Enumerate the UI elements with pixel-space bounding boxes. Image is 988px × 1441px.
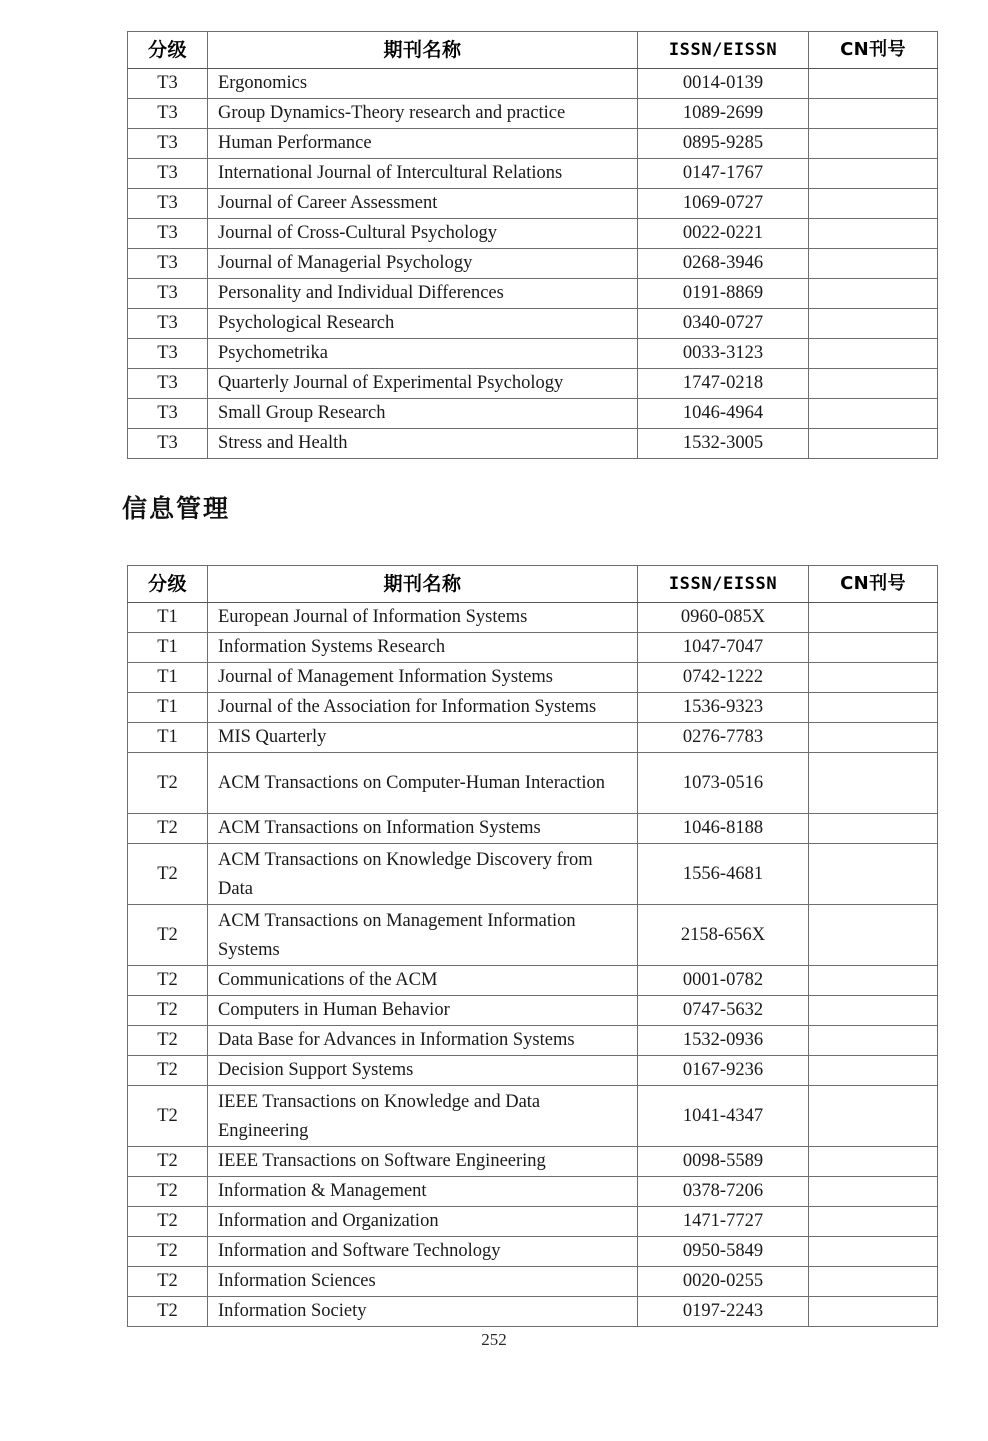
cell-issn: 1471-7727 — [638, 1207, 809, 1237]
table-row — [128, 99, 938, 129]
journal-table-information-management — [127, 565, 938, 1327]
column-header-issn: ISSN/EISSN — [638, 32, 809, 69]
cell-journal-name: Psychometrika — [208, 339, 638, 369]
header-row — [128, 32, 938, 69]
cell-rank: T3 — [128, 429, 208, 459]
table-row — [128, 1056, 938, 1086]
cell-rank: T1 — [128, 663, 208, 693]
cell-issn: 0742-1222 — [638, 663, 809, 693]
cell-journal-name: European Journal of Information Systems — [208, 603, 638, 633]
cell-cn — [809, 159, 938, 189]
cell-cn — [809, 279, 938, 309]
table-row — [128, 429, 938, 459]
cell-rank: T2 — [128, 844, 208, 905]
cell-issn: 1069-0727 — [638, 189, 809, 219]
cell-issn: 0960-085X — [638, 603, 809, 633]
cell-journal-name: Psychological Research — [208, 309, 638, 339]
cell-cn — [809, 339, 938, 369]
cell-cn — [809, 723, 938, 753]
cell-journal-name: Computers in Human Behavior — [208, 996, 638, 1026]
cell-rank: T2 — [128, 966, 208, 996]
cell-journal-name: Human Performance — [208, 129, 638, 159]
cell-issn: 0191-8869 — [638, 279, 809, 309]
cell-issn: 1073-0516 — [638, 753, 809, 814]
table-row — [128, 1207, 938, 1237]
table-row — [128, 603, 938, 633]
cell-journal-name: Small Group Research — [208, 399, 638, 429]
cell-cn — [809, 399, 938, 429]
table-row — [128, 966, 938, 996]
cell-journal-name: Information and Software Technology — [208, 1237, 638, 1267]
table-header — [128, 566, 938, 603]
table-row — [128, 693, 938, 723]
cell-rank: T3 — [128, 339, 208, 369]
cell-journal-name: ACM Transactions on Information Systems — [208, 814, 638, 844]
table-row — [128, 1267, 938, 1297]
cell-rank: T3 — [128, 399, 208, 429]
cell-cn — [809, 189, 938, 219]
cell-rank: T3 — [128, 99, 208, 129]
cell-cn — [809, 249, 938, 279]
cell-journal-name: Journal of Cross-Cultural Psychology — [208, 219, 638, 249]
table-row — [128, 1147, 938, 1177]
table-row — [128, 279, 938, 309]
table-row — [128, 219, 938, 249]
cell-journal-name: Information and Organization — [208, 1207, 638, 1237]
cell-journal-name: Information Systems Research — [208, 633, 638, 663]
table-row — [128, 753, 938, 814]
cell-rank: T2 — [128, 753, 208, 814]
cell-issn: 0747-5632 — [638, 996, 809, 1026]
table-row — [128, 1237, 938, 1267]
cell-cn — [809, 693, 938, 723]
cell-journal-name: International Journal of Intercultural Relations — [208, 159, 638, 189]
column-header-issn: ISSN/EISSN — [638, 566, 809, 603]
page-number: 252 — [481, 1330, 507, 1349]
cell-journal-name: Communications of the ACM — [208, 966, 638, 996]
column-header-journal-name: 期刊名称 — [208, 566, 638, 603]
table-row — [128, 69, 938, 99]
cell-journal-name: Group Dynamics-Theory research and practice — [208, 99, 638, 129]
cell-journal-name: ACM Transactions on Knowledge Discovery from Data — [208, 844, 638, 905]
cell-issn: 0276-7783 — [638, 723, 809, 753]
cell-journal-name: ACM Transactions on Computer-Human Interaction — [208, 753, 638, 814]
cell-rank: T3 — [128, 69, 208, 99]
table-row — [128, 633, 938, 663]
cell-cn — [809, 1267, 938, 1297]
table-row — [128, 1297, 938, 1327]
cell-journal-name: ACM Transactions on Management Information Systems — [208, 905, 638, 966]
cell-cn — [809, 1086, 938, 1147]
cell-journal-name: Information Society — [208, 1297, 638, 1327]
cell-cn — [809, 129, 938, 159]
cell-cn — [809, 814, 938, 844]
cell-cn — [809, 633, 938, 663]
cell-rank: T3 — [128, 129, 208, 159]
cell-journal-name: Quarterly Journal of Experimental Psychology — [208, 369, 638, 399]
table-body — [128, 603, 938, 1327]
cell-journal-name: Information Sciences — [208, 1267, 638, 1297]
cell-cn — [809, 1056, 938, 1086]
cell-issn: 0167-9236 — [638, 1056, 809, 1086]
cell-rank: T2 — [128, 1056, 208, 1086]
cell-issn: 1532-3005 — [638, 429, 809, 459]
cell-issn: 0950-5849 — [638, 1237, 809, 1267]
table-row — [128, 369, 938, 399]
cell-issn: 1747-0218 — [638, 369, 809, 399]
journal-table-psychology — [127, 31, 938, 459]
cell-issn: 1047-7047 — [638, 633, 809, 663]
cell-rank: T1 — [128, 723, 208, 753]
cell-rank: T3 — [128, 249, 208, 279]
cell-cn — [809, 603, 938, 633]
cell-journal-name: Journal of the Association for Information Systems — [208, 693, 638, 723]
cell-rank: T2 — [128, 1086, 208, 1147]
cell-cn — [809, 966, 938, 996]
section-heading-information-management: 信息管理 — [122, 494, 231, 523]
cell-cn — [809, 844, 938, 905]
cell-issn: 1089-2699 — [638, 99, 809, 129]
column-header-rank: 分级 — [128, 566, 208, 603]
column-header-rank: 分级 — [128, 32, 208, 69]
cell-issn: 1532-0936 — [638, 1026, 809, 1056]
cell-cn — [809, 1177, 938, 1207]
cell-issn: 0895-9285 — [638, 129, 809, 159]
cell-journal-name: MIS Quarterly — [208, 723, 638, 753]
cell-issn: 0268-3946 — [638, 249, 809, 279]
table-row — [128, 723, 938, 753]
cell-issn: 0022-0221 — [638, 219, 809, 249]
table-row — [128, 339, 938, 369]
cell-issn: 0020-0255 — [638, 1267, 809, 1297]
cell-cn — [809, 1207, 938, 1237]
cell-cn — [809, 905, 938, 966]
table-row — [128, 814, 938, 844]
column-header-cn: CN刊号 — [809, 32, 938, 69]
cell-rank: T3 — [128, 159, 208, 189]
table-row — [128, 249, 938, 279]
table-row — [128, 309, 938, 339]
cell-rank: T3 — [128, 369, 208, 399]
cell-rank: T3 — [128, 279, 208, 309]
cell-rank: T1 — [128, 693, 208, 723]
cell-rank: T3 — [128, 219, 208, 249]
cell-journal-name: Journal of Career Assessment — [208, 189, 638, 219]
table-row — [128, 1177, 938, 1207]
cell-rank: T2 — [128, 1267, 208, 1297]
cell-issn: 0001-0782 — [638, 966, 809, 996]
cell-journal-name: Journal of Management Information Systems — [208, 663, 638, 693]
cell-issn: 0197-2243 — [638, 1297, 809, 1327]
cell-cn — [809, 1237, 938, 1267]
cell-cn — [809, 1026, 938, 1056]
cell-rank: T2 — [128, 1147, 208, 1177]
cell-issn: 1046-8188 — [638, 814, 809, 844]
cell-journal-name: Information & Management — [208, 1177, 638, 1207]
table-header — [128, 32, 938, 69]
cell-cn — [809, 996, 938, 1026]
cell-rank: T3 — [128, 309, 208, 339]
cell-issn: 0147-1767 — [638, 159, 809, 189]
table-row — [128, 1086, 938, 1147]
cell-cn — [809, 99, 938, 129]
column-header-journal-name: 期刊名称 — [208, 32, 638, 69]
cell-issn: 0098-5589 — [638, 1147, 809, 1177]
cell-issn: 0014-0139 — [638, 69, 809, 99]
cell-issn: 1536-9323 — [638, 693, 809, 723]
table-row — [128, 844, 938, 905]
cell-cn — [809, 753, 938, 814]
cell-issn: 1041-4347 — [638, 1086, 809, 1147]
table-row — [128, 996, 938, 1026]
cell-rank: T1 — [128, 603, 208, 633]
table-row — [128, 129, 938, 159]
cell-cn — [809, 69, 938, 99]
cell-rank: T2 — [128, 1237, 208, 1267]
cell-rank: T2 — [128, 814, 208, 844]
cell-rank: T2 — [128, 1177, 208, 1207]
table-row — [128, 159, 938, 189]
cell-issn: 0033-3123 — [638, 339, 809, 369]
cell-issn: 0378-7206 — [638, 1177, 809, 1207]
table-body — [128, 69, 938, 459]
cell-issn: 1556-4681 — [638, 844, 809, 905]
cell-journal-name: IEEE Transactions on Software Engineering — [208, 1147, 638, 1177]
cell-rank: T2 — [128, 1026, 208, 1056]
table-row — [128, 1026, 938, 1056]
cell-issn: 2158-656X — [638, 905, 809, 966]
column-header-cn: CN刊号 — [809, 566, 938, 603]
table-row — [128, 189, 938, 219]
cell-journal-name: Ergonomics — [208, 69, 638, 99]
table-row — [128, 905, 938, 966]
cell-cn — [809, 219, 938, 249]
cell-cn — [809, 1297, 938, 1327]
cell-cn — [809, 369, 938, 399]
cell-cn — [809, 309, 938, 339]
cell-cn — [809, 663, 938, 693]
header-row — [128, 566, 938, 603]
table-row — [128, 399, 938, 429]
cell-rank: T3 — [128, 189, 208, 219]
table-row — [128, 663, 938, 693]
cell-rank: T2 — [128, 996, 208, 1026]
cell-journal-name: Personality and Individual Differences — [208, 279, 638, 309]
cell-issn: 0340-0727 — [638, 309, 809, 339]
cell-rank: T2 — [128, 1207, 208, 1237]
cell-journal-name: Stress and Health — [208, 429, 638, 459]
cell-journal-name: Decision Support Systems — [208, 1056, 638, 1086]
cell-rank: T2 — [128, 1297, 208, 1327]
cell-cn — [809, 1147, 938, 1177]
cell-issn: 1046-4964 — [638, 399, 809, 429]
cell-journal-name: Data Base for Advances in Information Systems — [208, 1026, 638, 1056]
cell-rank: T2 — [128, 905, 208, 966]
cell-rank: T1 — [128, 633, 208, 663]
cell-journal-name: IEEE Transactions on Knowledge and Data Engineering — [208, 1086, 638, 1147]
cell-cn — [809, 429, 938, 459]
cell-journal-name: Journal of Managerial Psychology — [208, 249, 638, 279]
